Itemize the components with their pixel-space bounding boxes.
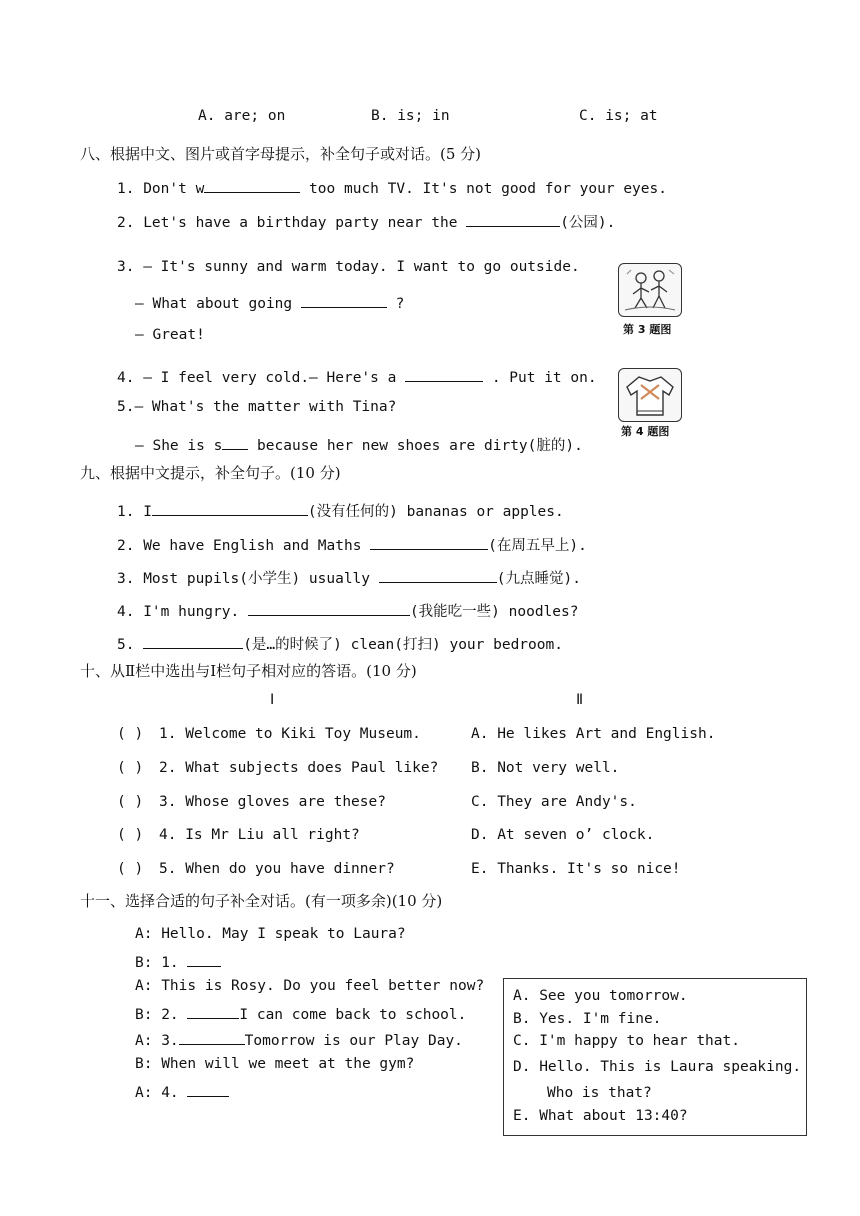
match-question: 1. Welcome to Kiki Toy Museum.: [159, 726, 421, 742]
sec9-q1: [117, 500, 564, 521]
sec9-q1-blank[interactable]: [152, 501, 308, 516]
answer-paren[interactable]: ( ): [117, 794, 144, 810]
match-answer-e: E. Thanks. It's so nice!: [471, 861, 681, 877]
sec9-q3-pre: 3. Most pupils(小学生) usually: [117, 571, 379, 587]
answer-paren[interactable]: ( ): [117, 760, 144, 776]
match-answer-a: A. He likes Art and English.: [471, 726, 716, 742]
section-8-title: 八、根据中文、图片或首字母提示，补全句子或对话。(5 分): [80, 145, 482, 163]
option-box-b: B. Yes. I'm fine.: [513, 1011, 662, 1027]
dialog-5-post: Tomorrow is our Play Day.: [244, 1033, 463, 1049]
dialog-blank-4[interactable]: [187, 1082, 229, 1097]
sec8-q3-caption: 第 3 题图: [623, 323, 672, 336]
sec8-q5-line2: [135, 434, 583, 455]
sec8-q3-line2: [135, 293, 404, 312]
option-box-e: E. What about 13:40?: [513, 1108, 688, 1124]
sec9-q4: [117, 600, 578, 621]
dialog-5-pre: A: 3.: [135, 1033, 179, 1049]
sec8-q3-blank[interactable]: [301, 293, 387, 308]
sec8-q1-blank[interactable]: [204, 178, 300, 193]
sec8-q2-blank[interactable]: [466, 212, 560, 227]
option-box-c: C. I'm happy to hear that.: [513, 1033, 740, 1049]
dialog-line-7: [135, 1082, 229, 1101]
match-question: 4. Is Mr Liu all right?: [159, 827, 360, 843]
park-kids-illustration: [618, 263, 682, 317]
sec9-q1-pre: 1. I: [117, 504, 152, 520]
sec8-q2: [117, 211, 615, 232]
sweater-illustration: [618, 368, 682, 422]
sec8-q1: [117, 178, 667, 197]
match-question: 5. When do you have dinner?: [159, 861, 395, 877]
dialog-blank-3[interactable]: [179, 1030, 245, 1045]
sec9-q2-blank[interactable]: [370, 535, 488, 550]
sec8-q3-line1: 3. — It's sunny and warm today. I want to go outside.: [117, 259, 580, 275]
dialog-line-5: [135, 1030, 463, 1049]
dialog-line-2: [135, 952, 221, 971]
dialog-7-pre: A: 4.: [135, 1085, 188, 1101]
sec9-q4-post: (我能吃一些) noodles?: [409, 604, 579, 620]
sec9-q1-post: (没有任何的) bananas or apples.: [307, 504, 564, 520]
section-11-title: 十一、选择合适的句子补全对话。(有一项多余)(10 分): [80, 892, 443, 910]
sec8-q2-post: (公园).: [560, 215, 616, 231]
answer-paren[interactable]: ( ): [117, 726, 144, 742]
dialog-line-6: B: When will we meet at the gym?: [135, 1056, 415, 1072]
match-question: 2. What subjects does Paul like?: [159, 760, 439, 776]
sec8-q3-line3: — Great!: [135, 327, 205, 343]
match-answer-b: B. Not very well.: [471, 760, 620, 776]
sec8-q1-pre: 1. Don't w: [117, 181, 205, 197]
column-1-header: Ⅰ: [270, 692, 275, 708]
column-2-header: Ⅱ: [576, 692, 584, 708]
sec8-q5-post: because her new shoes are dirty(脏的).: [248, 438, 583, 454]
match-row-3: [117, 794, 386, 810]
sec9-q5-blank[interactable]: [143, 634, 243, 649]
sec8-q4-pre: 4. — I feel very cold.— Here's a: [117, 370, 406, 386]
answer-paren[interactable]: ( ): [117, 861, 144, 877]
sec9-q3-post: (九点睡觉).: [496, 571, 581, 587]
match-row-1: [117, 726, 421, 742]
dialog-line-3: A: This is Rosy. Do you feel better now?: [135, 978, 485, 994]
section-10-title: 十、从Ⅱ栏中选出与Ⅰ栏句子相对应的答语。(10 分): [80, 662, 417, 680]
sec8-q3-pre: — What about going: [135, 296, 301, 312]
sec9-q2-post: (在周五早上).: [488, 538, 587, 554]
options-box: [503, 978, 807, 1136]
answer-paren[interactable]: ( ): [117, 827, 144, 843]
match-question: 3. Whose gloves are these?: [159, 794, 386, 810]
sec9-q3-blank[interactable]: [379, 568, 497, 583]
sec8-q4: [117, 367, 597, 386]
sec9-q2: [117, 534, 587, 555]
match-row-4: [117, 827, 360, 843]
match-answer-d: D. At seven o’ clock.: [471, 827, 655, 843]
option-box-a: A. See you tomorrow.: [513, 988, 688, 1004]
sec8-q5-line1: 5.— What's the matter with Tina?: [117, 399, 397, 415]
sec9-q4-blank[interactable]: [248, 601, 410, 616]
sec9-q4-pre: 4. I'm hungry.: [117, 604, 248, 620]
match-row-5: [117, 861, 395, 877]
option-box-d: D. Hello. This is Laura speaking.: [513, 1059, 802, 1075]
sec8-q3-post: ?: [386, 296, 405, 312]
option-b: B. is; in: [371, 108, 450, 124]
option-box-d-cont: Who is that?: [547, 1085, 652, 1101]
dialog-line-1: A: Hello. May I speak to Laura?: [135, 926, 406, 942]
dialog-blank-2[interactable]: [187, 1004, 239, 1019]
sec9-q3: [117, 567, 581, 588]
sec8-q5-blank[interactable]: [222, 435, 248, 450]
sec8-q1-post: too much TV. It's not good for your eyes.: [300, 181, 667, 197]
sec8-q4-post: . Put it on.: [483, 370, 597, 386]
dialog-4-post: I can come back to school.: [239, 1007, 467, 1023]
section-9-title: 九、根据中文提示，补全句子。(10 分): [80, 464, 341, 482]
dialog-line-4: [135, 1004, 466, 1023]
dialog-blank-1[interactable]: [187, 952, 221, 967]
dialog-4-pre: B: 2.: [135, 1007, 188, 1023]
sec8-q4-blank[interactable]: [405, 367, 483, 382]
match-answer-c: C. They are Andy's.: [471, 794, 637, 810]
sec9-q5: [117, 633, 563, 654]
sec9-q5-post: (是…的时候了) clean(打扫) your bedroom.: [243, 637, 563, 653]
sec8-q5-pre: — She is s: [135, 438, 223, 454]
match-row-2: [117, 760, 438, 776]
sec9-q2-pre: 2. We have English and Maths: [117, 538, 371, 554]
sec8-q4-caption: 第 4 题图: [621, 425, 670, 438]
option-c: C. is; at: [579, 108, 658, 124]
sec8-q2-pre: 2. Let's have a birthday party near the: [117, 215, 467, 231]
dialog-2-pre: B: 1.: [135, 955, 188, 971]
option-a: A. are; on: [198, 108, 286, 124]
sec9-q5-pre: 5.: [117, 637, 144, 653]
